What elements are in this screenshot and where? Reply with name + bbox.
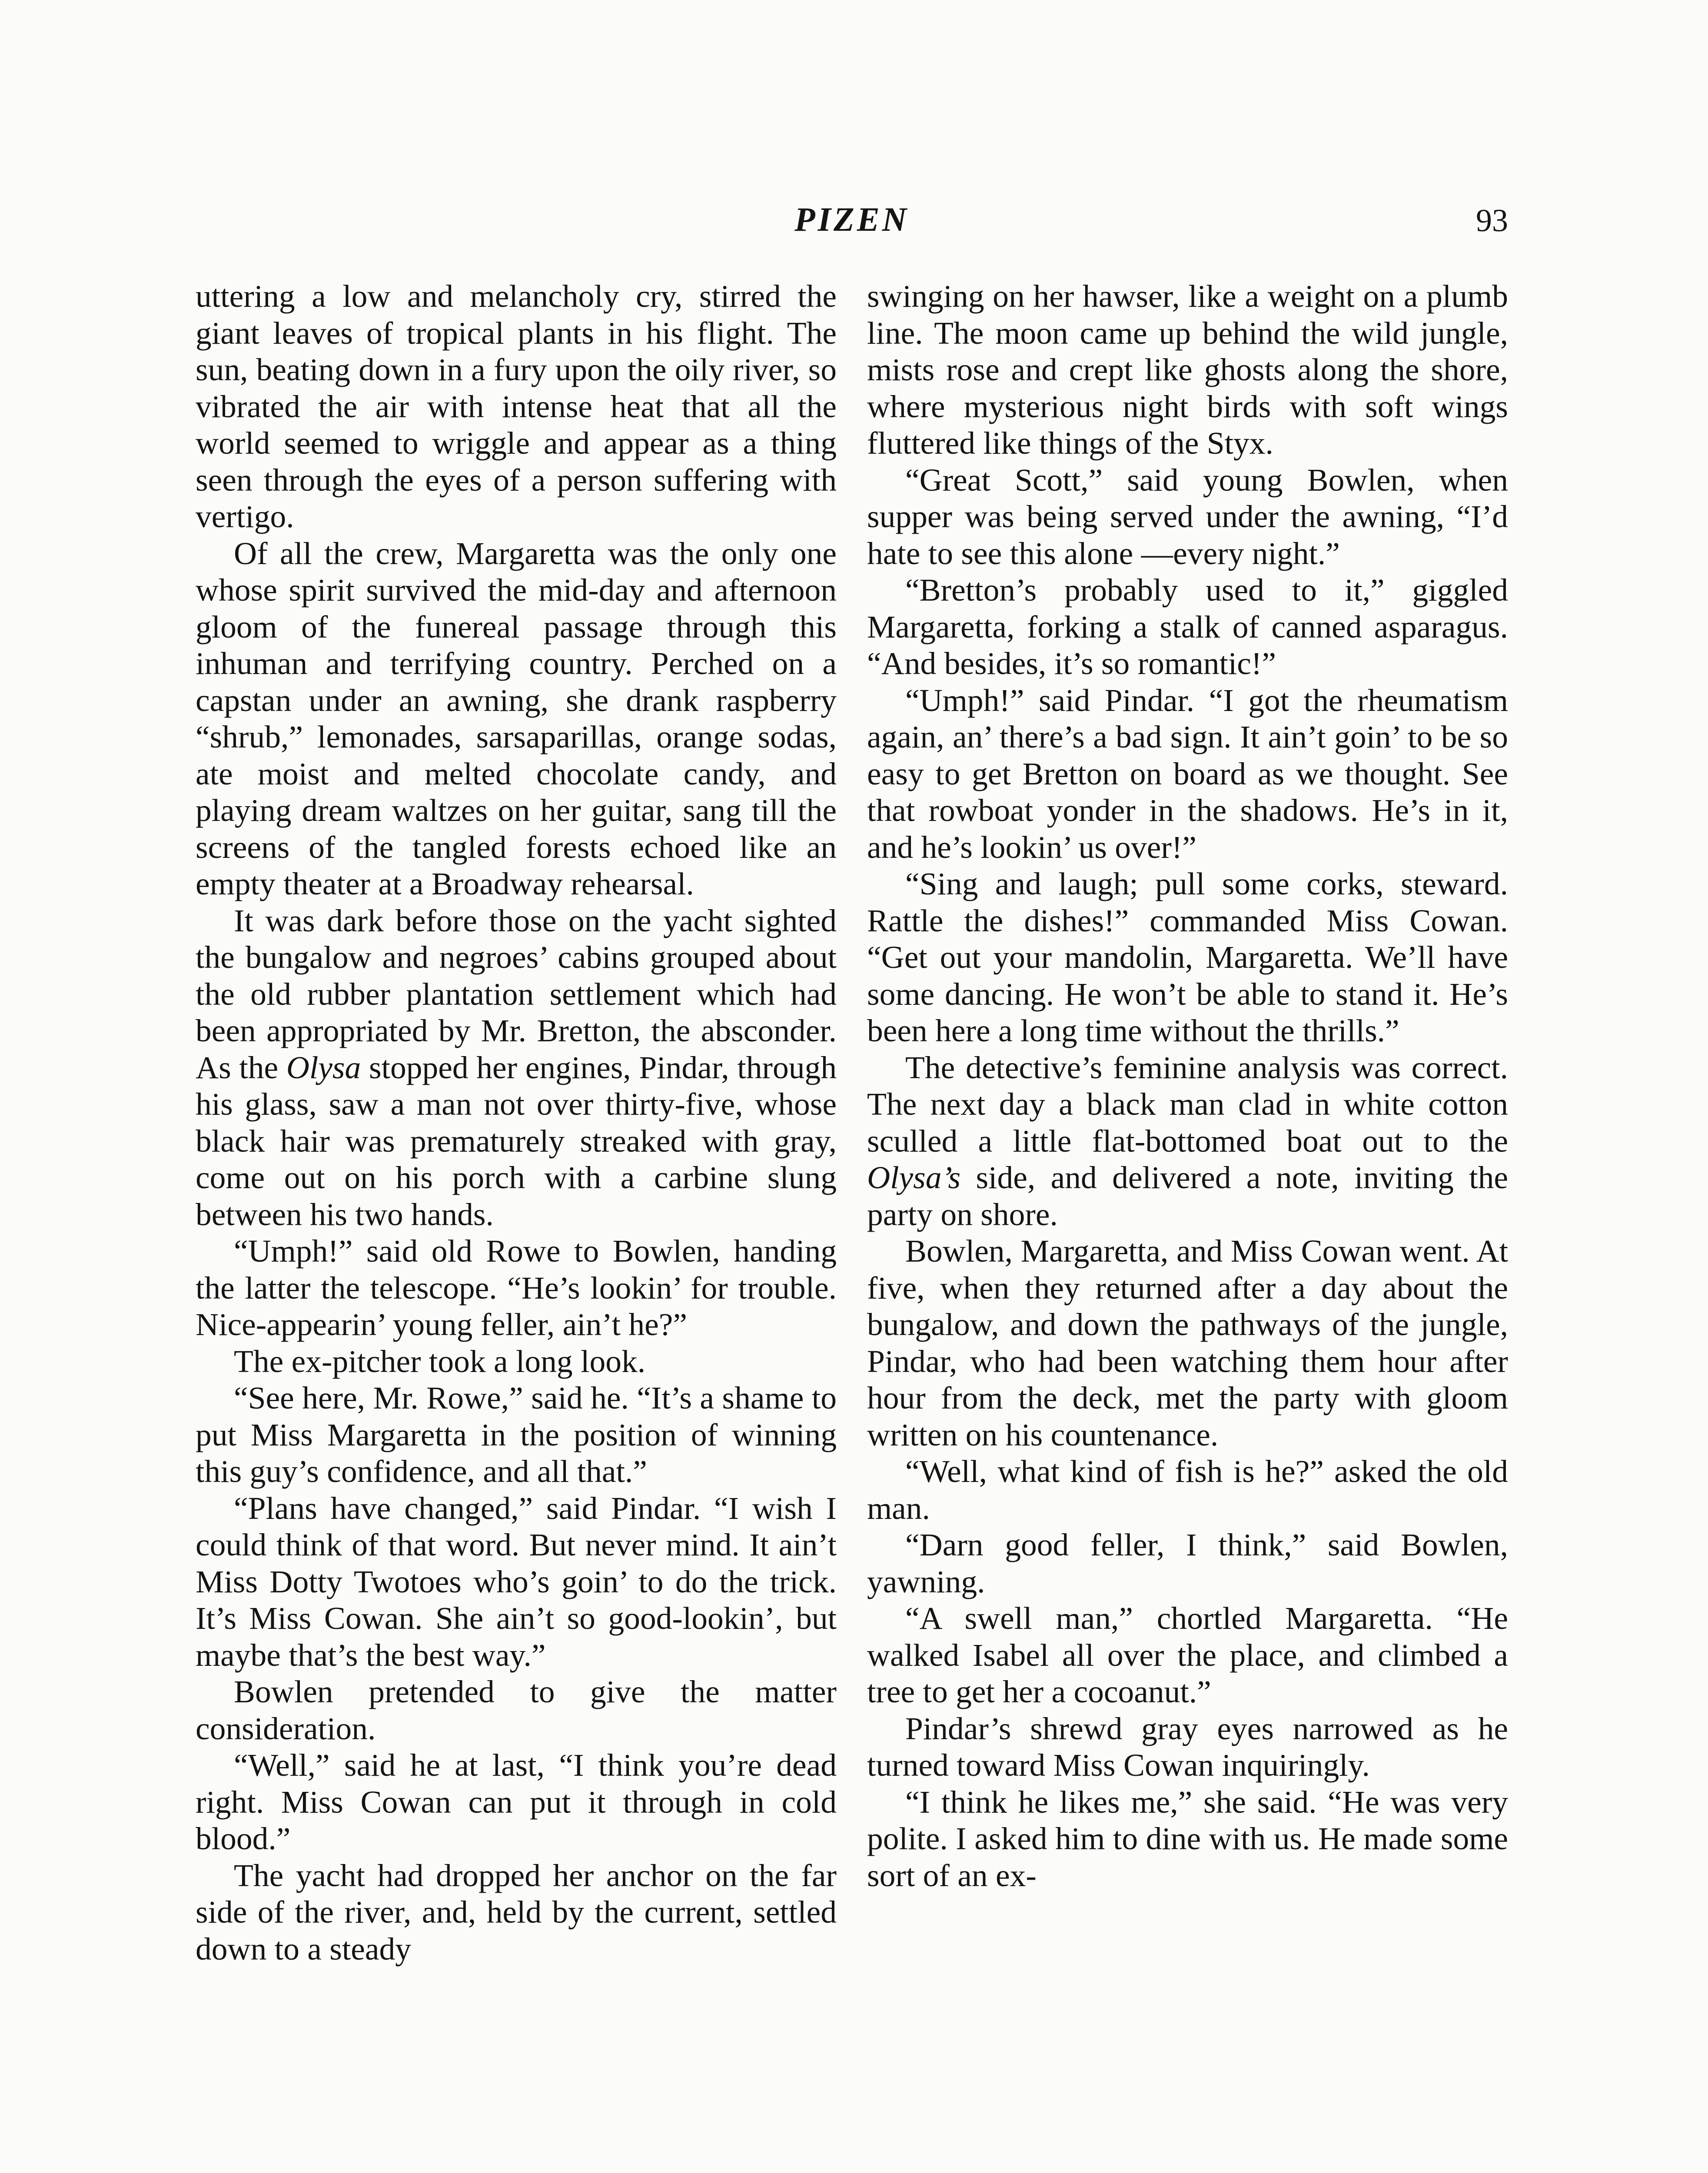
paragraph: “See here, Mr. Rowe,” said he. “It’s a shame to put Miss Margaretta in the position of winning this guy’s confidence, and all that.”: [196, 1380, 837, 1489]
paragraph: uttering a low and melancholy cry, stirred the giant leaves of tropical plants in his flight. The sun, beating down in a fury upon the oily river, so vibrated the air with intense heat that all the world seemed to wriggle and appear as a thing seen through the eyes of a person suffering with vertigo.: [196, 279, 837, 534]
right-column: [867, 278, 1508, 2173]
paragraph: “Great Scott,” said young Bowlen, when supper was being served under the awning, “I’d hate to see this alone —every night.”: [867, 462, 1508, 571]
paragraph: The ex-pitcher took a long look.: [234, 1343, 646, 1379]
paragraph: “I think he likes me,” she said. “He was very polite. I asked him to dine with us. He made some sort of an ex-: [867, 1784, 1508, 1893]
paragraph: “Umph!” said Pindar. “I got the rheumatism again, an’ there’s a bad sign. It ain’t goin’ to be so easy to get Bretton on board as we thought. See that rowboat yonder in the shadows. He’s in it, and he’s lookin’ us over!”: [867, 682, 1508, 865]
left-column: [196, 278, 837, 2173]
paragraph: The yacht had dropped her anchor on the far side of the river, and, held by the current, settled down to a steady: [196, 1857, 837, 1967]
running-title: PIZEN: [794, 200, 909, 238]
text-columns: [196, 278, 1508, 2173]
paragraph: “Umph!” said old Rowe to Bowlen, handing the latter the telescope. “He’s lookin’ for trouble. Nice-appearin’ young feller, ain’t he?”: [196, 1233, 837, 1342]
paragraph: Bowlen pretended to give the matter consideration.: [196, 1674, 837, 1746]
paragraph: “Sing and laugh; pull some corks, steward. Rattle the dishes!” commanded Miss Cowan. “Get out your mandolin, Margaretta. We’ll have some dancing. He won’t be able to stand it. He’s been here a long time without the thrills.”: [867, 866, 1508, 1048]
paragraph: “Well, what kind of fish is he?” asked the old man.: [867, 1454, 1508, 1526]
paragraph: “Well,” said he at last, “I think you’re dead right. Miss Cowan can put it through in cold blood.”: [196, 1748, 837, 1856]
paragraph: “Plans have changed,” said Pindar. “I wish I could think of that word. But never mind. It ain’t Miss Dotty Twotoes who’s goin’ to do the trick. It’s Miss Cowan. She ain’t so good-lookin’, but maybe that’s the best way.”: [196, 1490, 837, 1673]
paragraph: “Darn good feller, I think,” said Bowlen, yawning.: [867, 1527, 1508, 1599]
paragraph: swinging on her hawser, like a weight on a plumb line. The moon came up behind the wild jungle, mists rose and crept like ghosts along the shore, where mysterious night birds with soft wings fluttered like things of the Styx.: [867, 279, 1508, 461]
paragraph: “Bretton’s probably used to it,” giggled Margaretta, forking a stalk of canned asparagus. “And besides, it’s so romantic!”: [867, 572, 1508, 681]
page-number: 93: [1476, 203, 1508, 239]
paragraph: It was dark before those on the yacht sighted the bungalow and negroes’ cabins grouped about the old rubber plantation settlement which had been appropriated by Mr. Bretton, the absconder. As the Olysa stopped her engines, Pindar, through his glass, saw a man not over thirty-five, whose black hair was prematurely streaked with gray, come out on his porch with a carbine slung between his two hands.: [196, 903, 837, 1232]
paragraph: Bowlen, Margaretta, and Miss Cowan went. At five, when they returned after a day about the bungalow, and down the pathways of the jungle, Pindar, who had been watching them hour after hour from the deck, met the party with gloom written on his countenance.: [867, 1233, 1508, 1452]
paragraph: “A swell man,” chortled Margaretta. “He walked Isabel all over the place, and climbed a tree to get her a cocoanut.”: [867, 1601, 1508, 1709]
paragraph: Of all the crew, Margaretta was the only one whose spirit survived the mid-day and afternoon gloom of the funereal passage through this inhuman and terrifying country. Perched on a capstan under an awning, she drank raspberry “shrub,” lemonades, sarsaparillas, orange sodas, ate moist and melted chocolate candy, and playing dream waltzes on her guitar, sang till the screens of the tangled forests echoed like an empty theater at a Broadway rehearsal.: [196, 535, 837, 901]
paragraph: The detective’s feminine analysis was correct. The next day a black man clad in white cotton sculled a little flat-bottomed boat out to the Olysa’s side, and delivered a note, inviting the party on shore.: [867, 1050, 1508, 1232]
page-header: [196, 200, 1508, 256]
paragraph: Pindar’s shrewd gray eyes narrowed as he turned toward Miss Cowan inquiringly.: [867, 1711, 1508, 1783]
